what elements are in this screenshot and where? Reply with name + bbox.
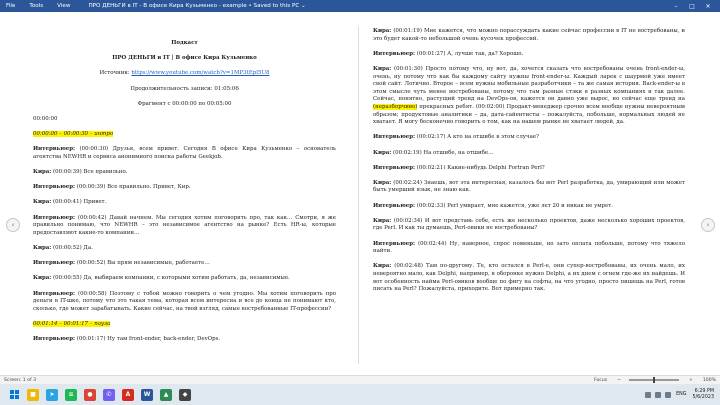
- acrobat-icon[interactable]: A: [122, 389, 134, 401]
- system-tray: [641, 384, 714, 405]
- clock-time: 6:29 PM: [694, 388, 714, 394]
- windows-start-icon[interactable]: [8, 389, 20, 401]
- paragraph-text: (00:00:30) Друзья, всем привет. Сегодня В офисе Кира Кузьменко – основатель агентства NEWHR и сервиса анонимного поиска работы Geekjob.: [33, 146, 336, 160]
- transcript-paragraph: [33, 169, 336, 177]
- screen-count: Screen: 1 of 3: [4, 377, 36, 383]
- speaker-label: Кира:: [373, 179, 392, 186]
- paragraph-text: (00:02:24) Знаешь, вот эта интересная, казалось бы вот Perl разработка, да, умирающий или может быть умерший язык, не знаю как.: [373, 179, 685, 194]
- status-right: [584, 378, 716, 383]
- source-line: [33, 70, 336, 78]
- maximize-icon[interactable]: □: [689, 2, 695, 10]
- transcript-paragraph: [33, 336, 336, 344]
- speaker-label: Интервьюер:: [33, 290, 76, 297]
- network-icon[interactable]: [655, 392, 661, 398]
- taskbar-apps: [20, 389, 191, 401]
- reading-area: [0, 12, 720, 375]
- speaker-label: Интервьюер:: [33, 336, 76, 343]
- speaker-label: Интервьюер:: [373, 202, 416, 209]
- speaker-label: Кира:: [373, 149, 392, 156]
- paragraph-text: (00:00:58) Поэтому с тобой можно говорить о чем угодно. Мы хотим поговорить про деньги в IT-шке, потому что это такая тема, которая всем интересна и все до конца не понимают кто, сколько, где может зарабатывать. Какие сейчас, на твой взгляд, самые востребованные IT-профессии?: [33, 290, 336, 312]
- speaker-label: Интервьюер:: [373, 240, 416, 247]
- transcript-paragraph: [373, 51, 685, 59]
- transcript-paragraph: [33, 215, 336, 238]
- speaker-label: Кира:: [33, 245, 52, 252]
- paragraph-text: прекрасных ребят. (00:02:00) Продакт-менеджер срочно всем вообще нужны невероятным образом; продуктовые аналитики – да, дата-сайентисты – пожалуйста, побольше, нормальных людей не хватает. Я могу бесконечно говорить о том, как на нашем рынке не хватает людей, да.: [373, 103, 685, 126]
- left-paragraphs-a: [33, 146, 336, 313]
- zoom-level[interactable]: 100%: [702, 377, 716, 383]
- word-icon[interactable]: W: [141, 389, 153, 401]
- document-title[interactable]: ПРО ДЕНЬГИ в IT - В офисе Кира Кузьменко - example • Saved to this PC ⌄: [88, 3, 306, 9]
- paragraph-text: (00:02:21) Какие-нибудь Delphi Fortran Perl?: [415, 164, 545, 171]
- speaker-label: Кира:: [373, 65, 392, 72]
- speaker-label: Интервьюер:: [33, 146, 76, 153]
- right-paragraphs-b: [373, 134, 685, 293]
- window-controls: [668, 0, 716, 12]
- paragraph-text: (00:02:44) Ну, наверное, спрос поменьше, но зато оплата побольше, потому что тяжело найти.: [373, 240, 685, 255]
- paragraph-text: (00:02:34) И вот представь себе, есть же несколько проектов, даже несколько хороших проектов, где Perl. И как ты думаешь, Perl-овики не востребованы?: [373, 217, 685, 232]
- paragraph-text: (00:00:52) Вы прям независимые, работаете…: [75, 260, 210, 267]
- zoom-thumb[interactable]: [653, 377, 655, 383]
- transcript-paragraph: [33, 146, 336, 161]
- speaker-label: Кира:: [33, 275, 52, 282]
- left-page: [33, 40, 336, 351]
- transcript-paragraph: [373, 165, 685, 173]
- speaker-label: Кира:: [373, 217, 392, 224]
- transcript-paragraph: [33, 199, 336, 207]
- speaker-label: Интервьюер:: [373, 50, 416, 57]
- start-timestamp: 00:00:00: [33, 115, 58, 122]
- speaker-label: Интервьюер:: [373, 164, 416, 171]
- paragraph-text: (00:00:39) Все правильно. Привет, Кир.: [75, 184, 191, 191]
- left-paragraphs-b: [33, 336, 336, 344]
- source-link[interactable]: https://www.youtube.com/watch?v=1MP3tEpl5U8: [131, 70, 270, 77]
- transcript-paragraph: [33, 245, 336, 253]
- chrome-icon[interactable]: ●: [84, 389, 96, 401]
- volume-icon[interactable]: [665, 392, 671, 398]
- transcript-paragraph: [373, 203, 685, 211]
- paragraph-text: (00:00:41) Привет.: [51, 199, 107, 206]
- app-dark-icon[interactable]: ◆: [179, 389, 191, 401]
- paragraph-text: (00:00:39) Все правильно.: [51, 169, 128, 176]
- viber-icon[interactable]: ✆: [103, 389, 115, 401]
- focus-button[interactable]: Focus: [594, 377, 608, 383]
- file-explorer-icon[interactable]: ■: [27, 389, 39, 401]
- source-label: Источник:: [99, 70, 130, 77]
- speaker-label: Интервьюер:: [33, 260, 76, 267]
- status-bar: [0, 375, 720, 384]
- transcript-paragraph: [33, 291, 336, 314]
- zoom-slider[interactable]: [629, 379, 679, 381]
- transcript-paragraph: [373, 134, 685, 142]
- paragraph-text: (00:02:33) Perl умирает, мне кажется, уже лет 20 и никак не умрет.: [415, 202, 613, 209]
- title-bar: [0, 0, 720, 12]
- menu-bar: [0, 3, 84, 9]
- taskbar: [0, 384, 720, 405]
- speaker-label: Интервьюер:: [373, 134, 416, 141]
- right-paragraphs-a: [373, 28, 685, 58]
- paragraph-text: (00:01:27) А, лучше так, да? Хорошо.: [415, 50, 524, 57]
- page-divider: [358, 26, 359, 364]
- highlight-pause: 00:01:14 – 00:01:17 – пауза: [33, 320, 111, 327]
- paragraph-text: (00:00:42) Давай начнем. Мы сегодня хотим поговорить про, так как… Смотри, я же правильно понимаю, что NEWHR – это независимое агентство на рынке? Есть HR-ы, которые предоставляют какие-то компании…: [33, 214, 336, 236]
- clock-date: 5/6/2023: [692, 394, 714, 400]
- zoom-in-icon[interactable]: +: [689, 377, 693, 383]
- speaker-label: Кира:: [33, 169, 52, 176]
- minimize-icon[interactable]: –: [674, 2, 678, 10]
- transcript-paragraph: [373, 263, 685, 293]
- next-page-arrow-icon[interactable]: ›: [701, 218, 715, 232]
- speaker-label: Интервьюер:: [33, 184, 76, 191]
- right-page: [373, 28, 685, 301]
- paragraph-text: (00:01:17) Ну там front-ender, back-ender, DevOps.: [75, 336, 221, 343]
- chevron-up-icon[interactable]: [645, 392, 651, 398]
- menu-file[interactable]: File: [6, 3, 16, 9]
- clock[interactable]: [692, 389, 714, 401]
- highlight-inaudible: (неразборчиво): [373, 103, 418, 110]
- speaker-label: Кира:: [33, 199, 52, 206]
- highlight-intro: 00:00:00 – 00:00:30 – интро: [33, 131, 114, 138]
- transcript-paragraph: [373, 241, 685, 256]
- transcript-paragraph: [373, 180, 685, 195]
- close-icon[interactable]: ✕: [705, 2, 711, 10]
- paragraph-text: (00:00:52) Да.: [51, 245, 93, 252]
- paragraph-text: (00:02:48) Там по-другому. Те, кто остался в Perl-е, они супер-востребованы, их очень мало, их невероятно мало, как Delphi, например, в оборонке нужно Delphi, а их днем с огнем где-же их найдешь. И вот особенность найма Perl-овиков вообще по фигу на софты, на что угодно, просто пишешь на Perl, готов писать на Perl? Пожалуйста, приходите. Вот примерно так.: [373, 263, 685, 293]
- speaker-label: Интервьюер:: [33, 214, 76, 221]
- document-heading: Подкаст: [171, 40, 198, 46]
- zoom-out-icon[interactable]: −: [617, 377, 621, 383]
- transcript-paragraph: [373, 218, 685, 233]
- menu-view[interactable]: View: [57, 3, 71, 9]
- transcript-paragraph: [373, 150, 685, 158]
- speaker-label: Кира:: [373, 263, 392, 270]
- paragraph-text: (00:01:19) Мне кажется, что можно порассуждать какие сейчас профессии в IT не востребованы, и это будет какой-то небольшой очень кусочек профессий.: [373, 28, 685, 42]
- paragraph-text: (00:02:17) А кто на отшибе в этом случае?: [415, 134, 539, 141]
- speaker-label: Кира:: [373, 28, 392, 34]
- document-title-text: ПРО ДЕНЬГИ в IT | В офисе Кира Кузьменко: [112, 55, 257, 62]
- transcript-paragraph: [373, 28, 685, 43]
- app-green-icon[interactable]: ▲: [160, 389, 172, 401]
- transcript-paragraph: [33, 260, 336, 268]
- paragraph-text: (00:00:55) Да, выбираем компании, с которыми хотим работать, да, независимые.: [51, 275, 290, 282]
- transcript-paragraph: [373, 66, 685, 127]
- duration-text: Продолжительность записи: 01:05:06: [130, 85, 239, 92]
- language-indicator[interactable]: ENG: [676, 392, 687, 397]
- menu-tools[interactable]: Tools: [29, 3, 44, 9]
- transcript-paragraph: [33, 275, 336, 283]
- telegram-icon[interactable]: ➤: [46, 389, 58, 401]
- previous-page-arrow-icon[interactable]: ‹: [6, 218, 20, 232]
- paragraph-text: (00:02:19) На отшибе, на отшибе…: [391, 149, 494, 156]
- fragment-text: Фрагмент с 00:00:00 по 00:05:00: [137, 100, 232, 107]
- transcript-paragraph: [33, 184, 336, 192]
- spotify-icon[interactable]: ≡: [65, 389, 77, 401]
- paragraph-text: (00:01:30) Просто потому что, ну вот, да, хочется сказать что востребованы очень front-ender-ы, очень, ну потому что как бы каждому сайту нужны front-ender-ы. Каждый ларек с шаурмой уже имеет свой сайт. Логично. Второе – всем нужны мобильные разработчики – та же самая история. Back-ender-ы в этом смысле чуть менее востребованы, потому что там разные стэки в разных компаниях и так далее. Сейчас, понятно, растущий тренд на DevOps-ов, кажется он давно уже вырос, но сейчас еще тренд на: [373, 65, 685, 103]
